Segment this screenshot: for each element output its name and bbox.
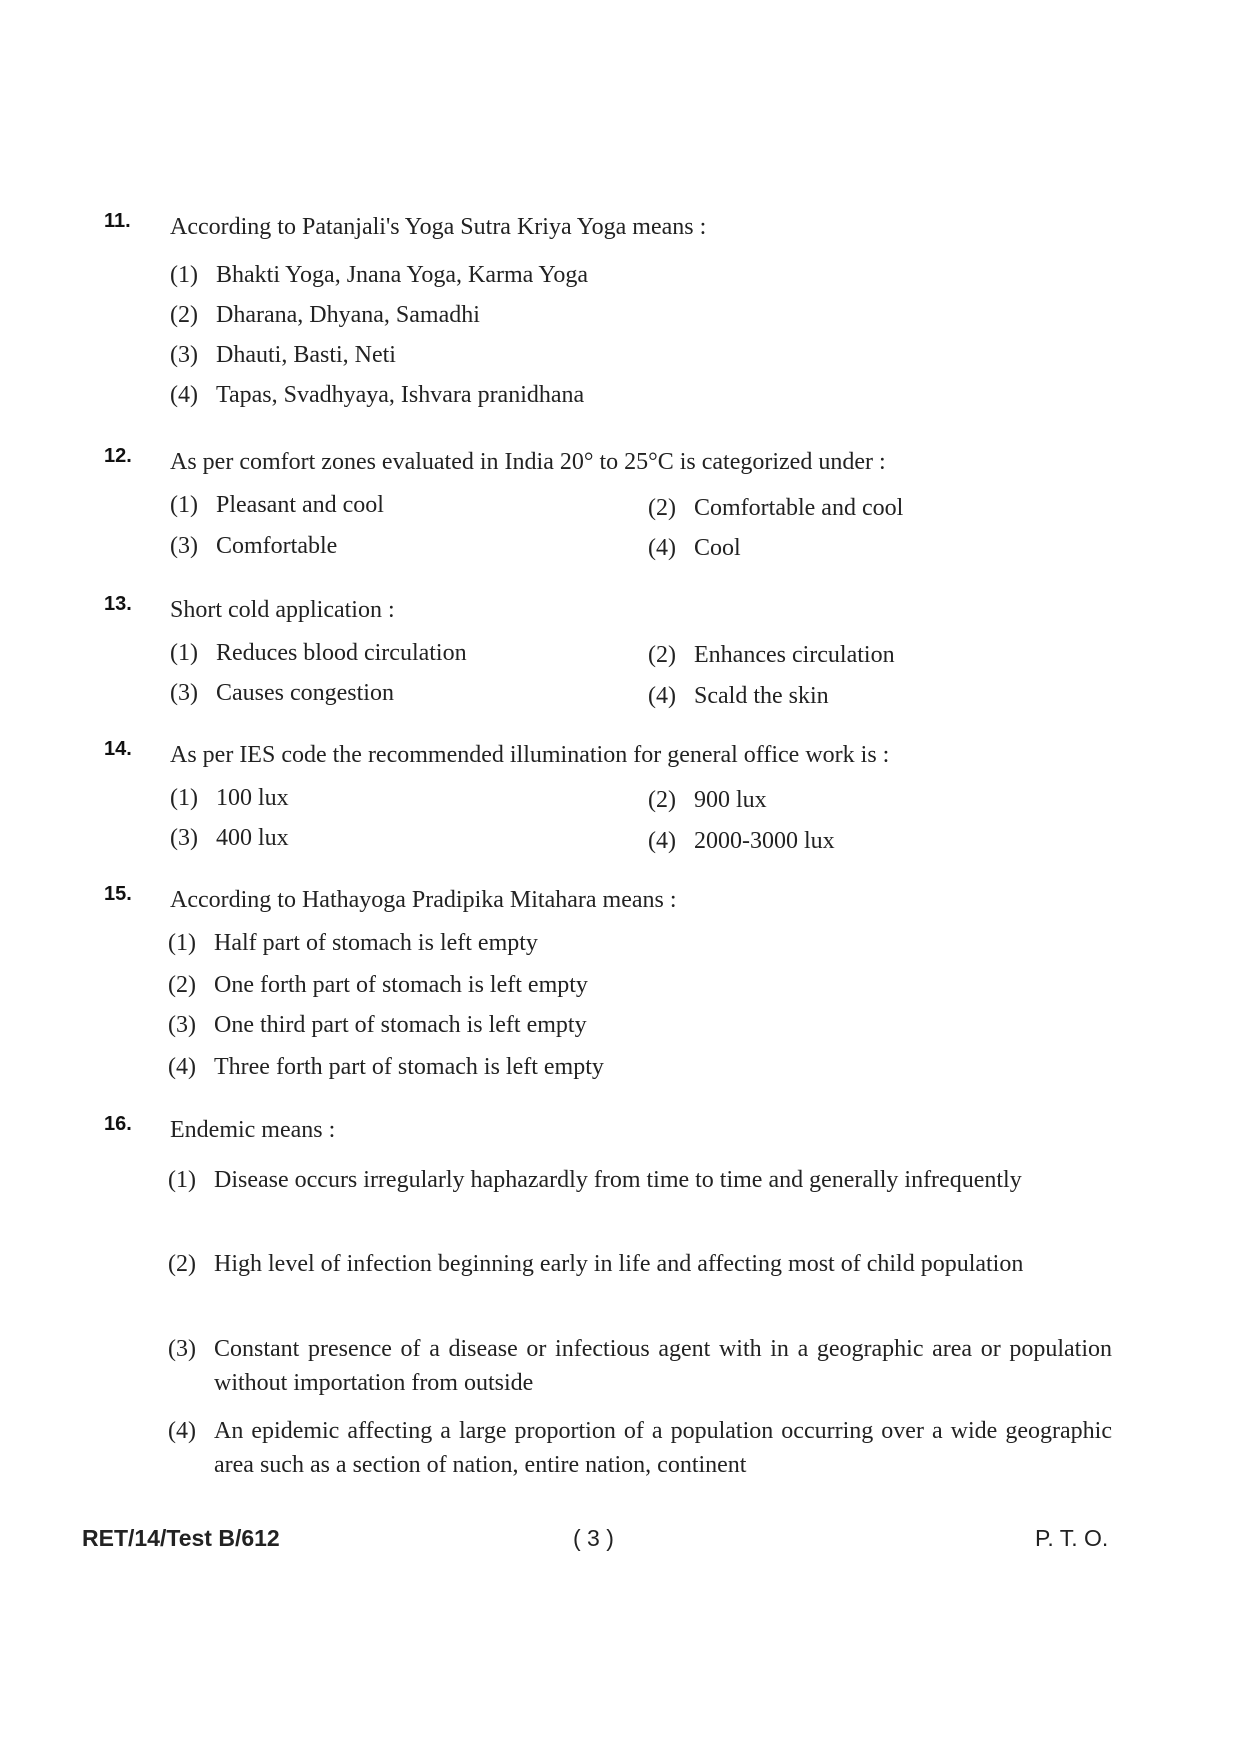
- option-number: (1): [170, 492, 198, 518]
- option: [170, 680, 394, 707]
- option-number: (3): [170, 680, 198, 706]
- option: [170, 533, 337, 560]
- option-number: (3): [170, 825, 198, 851]
- option: [168, 1332, 1112, 1400]
- option: [168, 1414, 1112, 1482]
- option: [168, 930, 538, 957]
- option: [168, 1163, 1112, 1197]
- question-number: 16.: [104, 1113, 132, 1135]
- option-number: (1): [170, 785, 198, 811]
- option-number: (4): [648, 828, 676, 854]
- option-number: (4): [170, 382, 198, 408]
- option-text: An epidemic affecting a large proportion of a population occurring over a wide geographic area such as a section of nation, entire nation, continent: [214, 1418, 1112, 1478]
- page-number: ( 3 ): [573, 1525, 614, 1551]
- option-text: High level of infection beginning early in life and affecting most of child population: [214, 1251, 1024, 1277]
- option-text: Reduces blood circulation: [216, 640, 467, 666]
- option-text: Comfortable and cool: [694, 495, 904, 521]
- option-text: Dhauti, Basti, Neti: [216, 342, 396, 368]
- option-text: Half part of stomach is left empty: [214, 930, 538, 956]
- question-text: Short cold application :: [170, 597, 395, 623]
- question-number: 15.: [104, 883, 132, 905]
- option-text: 400 lux: [216, 825, 289, 851]
- option: [648, 787, 767, 814]
- question-text: As per comfort zones evaluated in India 20° to 25°C is categorized under :: [170, 449, 886, 475]
- option-text: Three forth part of stomach is left empty: [214, 1054, 604, 1080]
- option-number: (3): [168, 1336, 196, 1362]
- option-number: (3): [170, 342, 198, 368]
- question-text: According to Patanjali's Yoga Sutra Kriya Yoga means :: [170, 214, 707, 240]
- option-number: (2): [648, 642, 676, 668]
- option: [648, 642, 895, 669]
- question-number: 13.: [104, 593, 132, 615]
- option-number: (2): [170, 302, 198, 328]
- option: [168, 1054, 604, 1081]
- option-text: Enhances circulation: [694, 642, 895, 668]
- option-text: One third part of stomach is left empty: [214, 1012, 587, 1038]
- option-number: (4): [168, 1418, 196, 1444]
- option-text: Constant presence of a disease or infectious agent with in a geographic area or population without importation from outside: [214, 1336, 1112, 1396]
- paper-code: RET/14/Test B/612: [82, 1525, 280, 1551]
- question-number: 11.: [104, 210, 131, 232]
- option-number: (4): [648, 683, 676, 709]
- option-text: Scald the skin: [694, 683, 829, 709]
- question-text: According to Hathayoga Pradipika Mitahara means :: [170, 887, 677, 913]
- option-text: 2000-3000 lux: [694, 828, 835, 854]
- option: [648, 828, 835, 855]
- option-text: 100 lux: [216, 785, 289, 811]
- option: [170, 640, 467, 667]
- option-number: (2): [168, 1251, 196, 1277]
- option: [648, 495, 903, 522]
- option-number: (4): [648, 535, 676, 561]
- option-number: (2): [648, 787, 676, 813]
- question-text: Endemic means :: [170, 1117, 336, 1143]
- option: [170, 342, 396, 369]
- option-number: (3): [168, 1012, 196, 1038]
- option: [170, 785, 289, 812]
- option: [648, 535, 741, 562]
- option: [170, 825, 289, 852]
- option-text: 900 lux: [694, 787, 767, 813]
- option-text: Tapas, Svadhyaya, Ishvara pranidhana: [216, 382, 585, 408]
- option-text: Disease occurs irregularly haphazardly from time to time and generally infrequently: [214, 1167, 1022, 1193]
- pto-label: P. T. O.: [1035, 1525, 1109, 1551]
- option-text: Pleasant and cool: [216, 492, 384, 518]
- option-text: Bhakti Yoga, Jnana Yoga, Karma Yoga: [216, 262, 589, 288]
- option-number: (3): [170, 533, 198, 559]
- question-text: As per IES code the recommended illumination for general office work is :: [170, 742, 890, 768]
- option-number: (1): [170, 262, 198, 288]
- option-text: Dharana, Dhyana, Samadhi: [216, 302, 480, 328]
- option-text: Causes congestion: [216, 680, 394, 706]
- option-number: (2): [648, 495, 676, 521]
- option: [170, 262, 588, 289]
- option-text: One forth part of stomach is left empty: [214, 972, 588, 998]
- option: [170, 382, 584, 409]
- question-number: 12.: [104, 445, 132, 467]
- option: [170, 302, 480, 329]
- option: [168, 1012, 587, 1039]
- question-number: 14.: [104, 738, 132, 760]
- option-number: (1): [168, 1167, 196, 1193]
- option-number: (2): [168, 972, 196, 998]
- option: [168, 972, 588, 999]
- option-number: (4): [168, 1054, 196, 1080]
- option: [168, 1247, 1112, 1281]
- option: [170, 492, 384, 519]
- option-number: (1): [168, 930, 196, 956]
- option-text: Comfortable: [216, 533, 338, 559]
- option-text: Cool: [694, 535, 741, 561]
- option-number: (1): [170, 640, 198, 666]
- option: [648, 683, 829, 710]
